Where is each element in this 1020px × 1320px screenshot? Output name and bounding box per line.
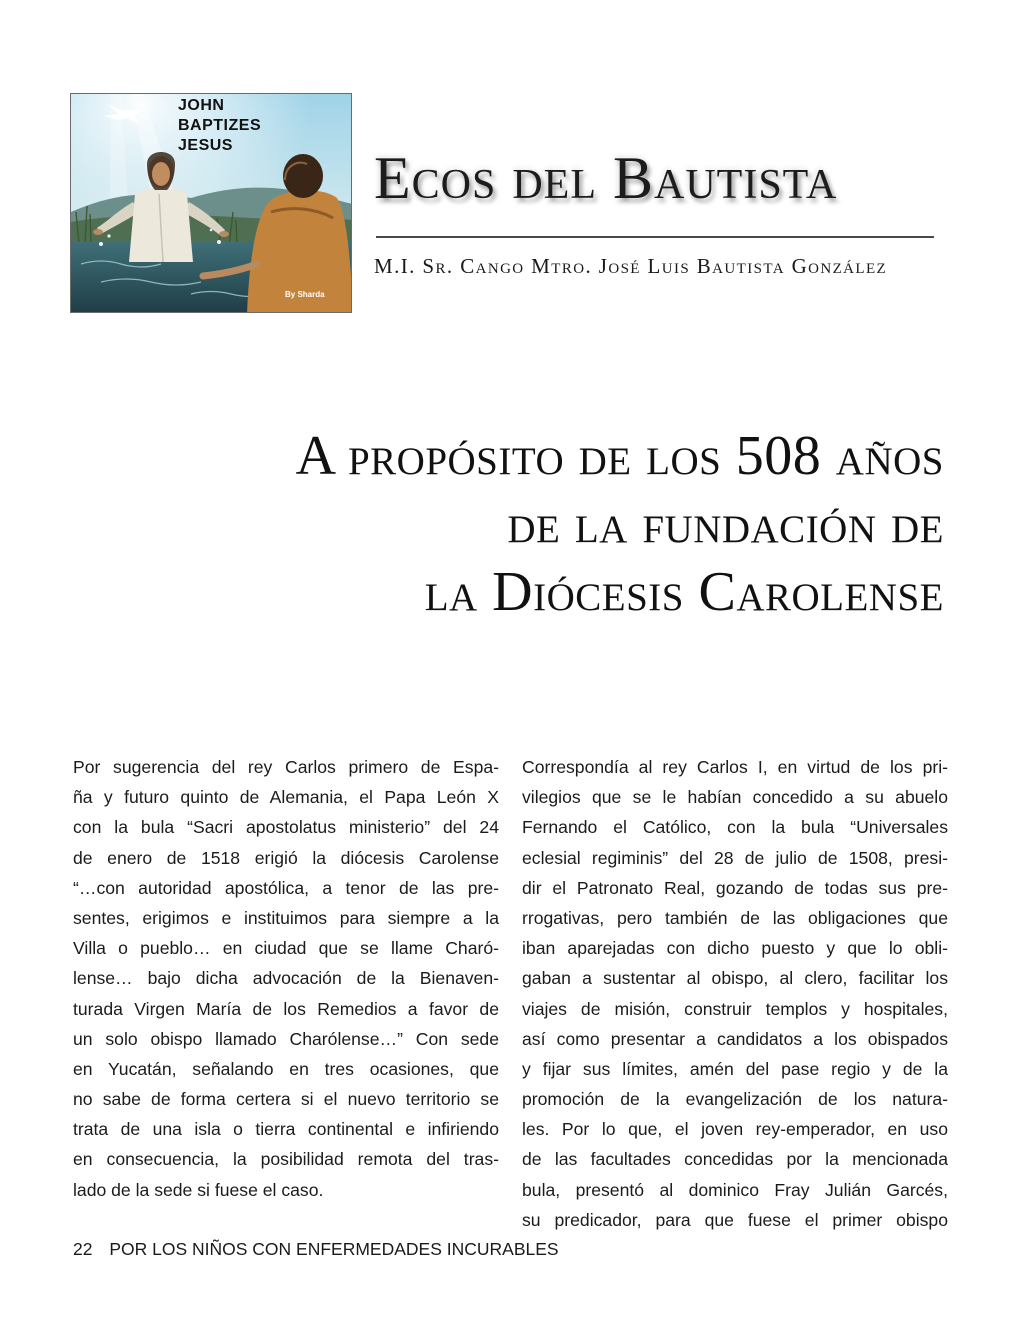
text-line: sentes, erigimos e instituimos para siempre a la	[73, 907, 499, 928]
text-line: y fijar sus límites, amén del pase regio y de la	[522, 1058, 948, 1079]
text-line: turada Virgen María de los Remedios a favor de	[73, 998, 499, 1019]
text-line: en consecuencia, la posibilidad remota del tras-	[73, 1149, 499, 1170]
baptism-illustration	[70, 93, 352, 313]
illustration-credit: By Sharda	[285, 290, 325, 299]
illustration-caption	[178, 96, 261, 156]
article-title-line: A propósito de los 508 años	[295, 425, 944, 487]
text-line: rrogativas, pero también de las obligaciones que	[522, 907, 948, 928]
title-divider	[376, 236, 934, 238]
caption-line: JESUS	[178, 137, 233, 154]
text-line: de las facultades concedidas por la mencionada	[522, 1149, 948, 1170]
text-line: Por sugerencia del rey Carlos primero de Espa-	[73, 757, 499, 777]
page-footer	[73, 1236, 559, 1262]
article-title-line: de la fundación de	[507, 493, 944, 555]
text-line: promoción de la evangelización de los natura-	[522, 1089, 948, 1110]
text-line: iban aparejadas con dicho puesto y que lo obli-	[522, 938, 948, 959]
text-line: gaban a sustentar al obispo, al clero, facilitar los	[522, 968, 948, 989]
text-line: no sabe de forma certera si el nuevo territorio se	[73, 1089, 499, 1110]
text-line: viajes de misión, construir templos y hospitales,	[522, 998, 948, 1019]
author-byline: M.I. Sr. Cango Mtro. José Luis Bautista González	[374, 254, 888, 278]
article-title-line: la Diócesis Carolense	[424, 561, 944, 623]
publication-name: POR LOS NIÑOS CON ENFERMEDADES INCURABLES	[109, 1239, 559, 1259]
article-title	[144, 422, 944, 626]
text-line: Correspondía al rey Carlos I, en virtud de los pri-	[522, 757, 948, 777]
text-line: dir el Patronato Real, gozando de todas sus pre-	[522, 877, 948, 898]
text-line: les. Por lo que, el joven rey-emperador, en uso	[522, 1119, 948, 1140]
text-line: bula, presentó al dominico Fray Julián Garcés,	[522, 1179, 948, 1200]
caption-line: JOHN	[178, 97, 225, 114]
article-column-right	[522, 752, 948, 1235]
text-line: Villa o pueblo… en ciudad que se llame Charó-	[73, 938, 499, 959]
text-line: con la bula “Sacri apostolatus ministerio” del 24	[73, 817, 499, 838]
text-line: de enero de 1518 erigió la diócesis Carolense	[73, 847, 499, 868]
page-number: 22	[73, 1239, 93, 1259]
text-line: ña y futuro quinto de Alemania, el Papa León X	[73, 787, 499, 808]
text-line: su predicador, para que fuese el primer obispo	[522, 1209, 948, 1230]
text-line: vilegios que se le habían concedido a su abuelo	[522, 787, 948, 808]
text-line: trata de una isla o tierra continental e infiriendo	[73, 1119, 499, 1140]
text-line: “…con autoridad apostólica, a tenor de las pre-	[73, 877, 499, 898]
text-line: lense… bajo dicha advocación de la Bienaven-	[73, 968, 499, 989]
text-line: Fernando el Católico, con la bula “Universales	[522, 817, 948, 838]
text-line: así como presentar a candidatos a los obispados	[522, 1028, 948, 1049]
text-line: eclesial regiminis” del 28 de julio de 1508, presi-	[522, 847, 948, 868]
text-line: un solo obispo llamado Charólense…” Con sede	[73, 1028, 499, 1049]
caption-line: BAPTIZES	[178, 117, 262, 134]
column-title: Ecos del Bautista	[374, 145, 838, 211]
article-column-left	[73, 752, 499, 1205]
text-line: lado de la sede si fuese el caso.	[73, 1179, 324, 1200]
text-line: en Yucatán, señalando en tres ocasiones, que	[73, 1058, 499, 1079]
